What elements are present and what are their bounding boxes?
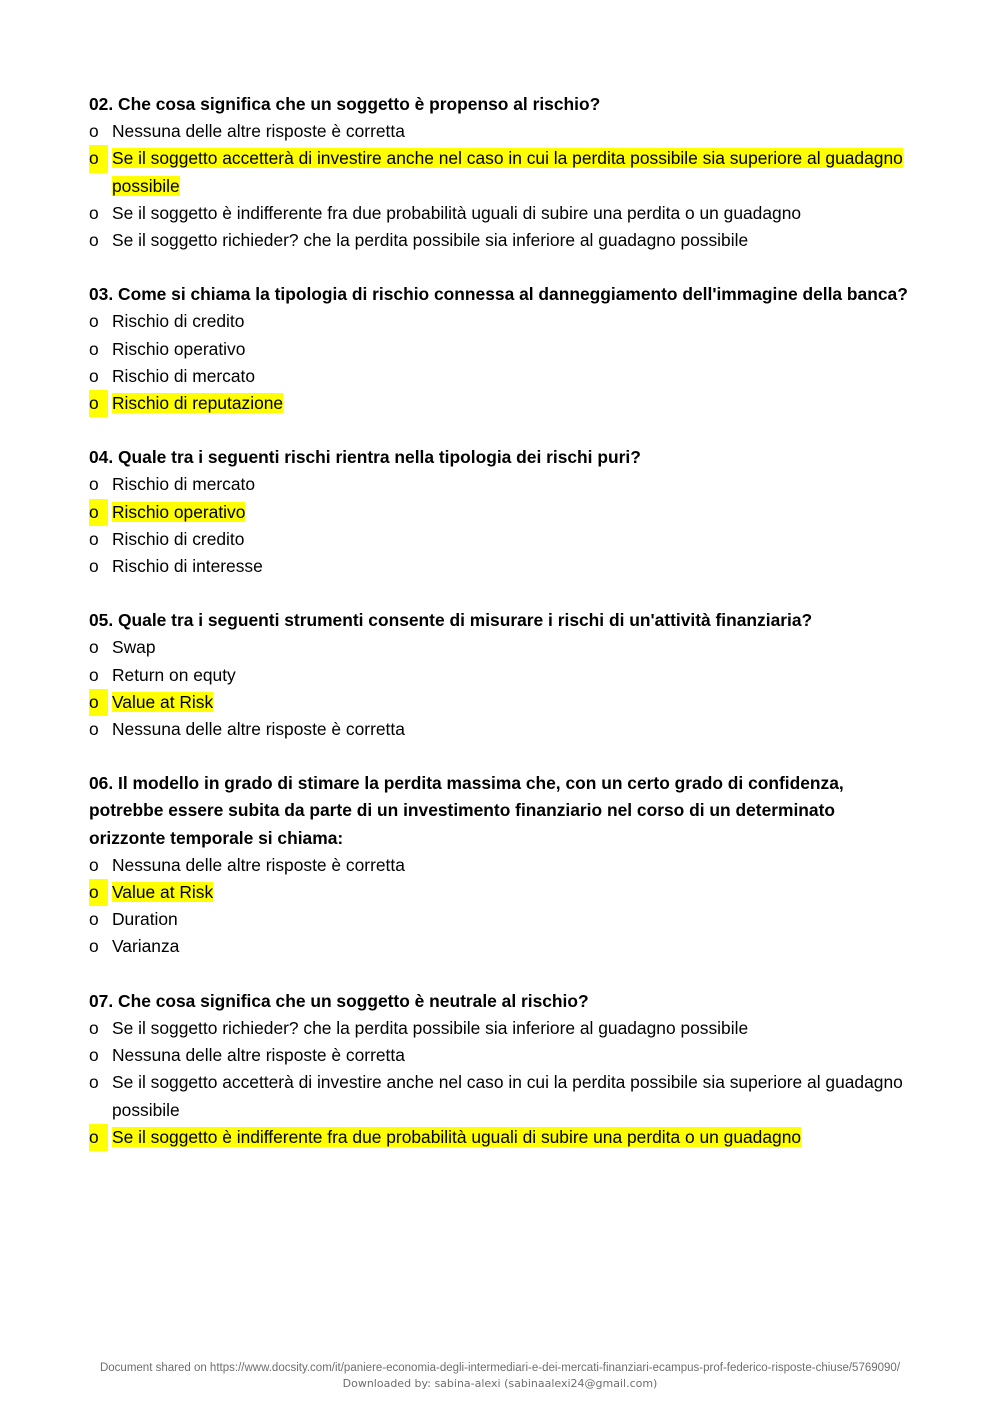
bullet-icon: o <box>89 145 108 172</box>
answer-text: Se il soggetto è indifferente fra due probabilità uguali di subire una perdita o un guadagno <box>112 202 802 223</box>
answer-option <box>89 906 912 933</box>
answer-option <box>89 526 912 553</box>
answer-text: Rischio di credito <box>112 528 245 549</box>
bullet-icon: o <box>89 230 99 251</box>
answer-option-correct <box>89 879 912 906</box>
answer-text: Se il soggetto richieder? che la perdita possibile sia inferiore al guadagno possibile <box>112 230 749 251</box>
answer-option <box>89 662 912 689</box>
answer-option-correct <box>89 499 912 526</box>
answer-text: Rischio di mercato <box>112 365 256 386</box>
question-title: 02. Che cosa significa che un soggetto è propenso al rischio? <box>89 94 601 114</box>
answer-option <box>89 553 912 580</box>
question <box>89 281 912 417</box>
document-body <box>89 91 912 1178</box>
question-title: 07. Che cosa significa che un soggetto è neutrale al rischio? <box>89 990 589 1011</box>
answer-option <box>89 933 912 960</box>
answer-text: Duration <box>112 909 178 930</box>
bullet-icon: o <box>89 719 99 740</box>
bullet-icon: o <box>89 1045 99 1066</box>
question-title: 03. Come si chiama la tipologia di rischio connessa al danneggiamento dell'immagine della banca? <box>89 284 908 305</box>
bullet-icon: o <box>89 474 99 495</box>
bullet-icon: o <box>89 879 108 906</box>
answer-text: Se il soggetto richieder? che la perdita possibile sia inferiore al guadagno possibile <box>112 1017 749 1038</box>
question-title: 04. Quale tra i seguenti rischi rientra nella tipologia dei rischi puri? <box>89 447 641 468</box>
answer-text: Value at Risk <box>112 882 214 903</box>
bullet-icon: o <box>89 936 99 957</box>
answer-option <box>89 118 912 145</box>
answer-text: Value at Risk <box>112 691 214 712</box>
answer-text: Rischio di mercato <box>112 474 256 495</box>
answer-option <box>89 1042 912 1069</box>
bullet-icon: o <box>89 1124 108 1151</box>
answer-text: Se il soggetto accetterà di investire anche nel caso in cui la perdita possibile sia superiore al guadagno possibile <box>112 1072 903 1120</box>
bullet-icon: o <box>89 854 99 875</box>
answer-option-correct <box>89 689 912 716</box>
page-footer <box>0 1361 1000 1391</box>
bullet-icon: o <box>89 499 108 526</box>
answer-option-correct <box>89 145 912 199</box>
answer-text: Nessuna delle altre risposte è corretta <box>112 854 405 875</box>
answer-option-correct <box>89 390 912 417</box>
bullet-icon: o <box>89 556 99 577</box>
question <box>89 770 912 960</box>
bullet-icon: o <box>89 311 99 332</box>
answer-option <box>89 200 912 227</box>
answer-text: Return on equty <box>112 664 236 685</box>
answer-option <box>89 716 912 743</box>
bullet-icon: o <box>89 121 99 142</box>
footer-downloaded-by: Downloaded by: sabina-alexi (sabinaalexi24@gmail.com) <box>342 1377 658 1390</box>
answer-option <box>89 308 912 335</box>
answer-text: Se il soggetto è indifferente fra due probabilità uguali di subire una perdita o un guadagno <box>112 1126 802 1147</box>
question <box>89 988 912 1151</box>
question-title: 06. Il modello in grado di stimare la perdita massima che, con un certo grado di confidenza, potrebbe essere subita da parte di un investimento finanziario nel corso di un determinato orizzonte temporale si chiama: <box>89 773 844 848</box>
bullet-icon: o <box>89 909 99 930</box>
answer-text: Rischio di reputazione <box>112 393 284 414</box>
answer-text: Nessuna delle altre risposte è corretta <box>112 121 405 142</box>
answer-option <box>89 227 912 254</box>
answer-text: Rischio di interesse <box>112 556 263 577</box>
question <box>89 607 912 743</box>
answer-option <box>89 363 912 390</box>
answer-option <box>89 634 912 661</box>
bullet-icon: o <box>89 338 99 359</box>
bullet-icon: o <box>89 689 108 716</box>
bullet-icon: o <box>89 365 99 386</box>
answer-option <box>89 336 912 363</box>
bullet-icon: o <box>89 390 108 417</box>
bullet-icon: o <box>89 1072 99 1093</box>
answer-option <box>89 1015 912 1042</box>
answer-text: Rischio di credito <box>112 311 245 332</box>
answer-text: Nessuna delle altre risposte è corretta <box>112 719 405 740</box>
answer-option <box>89 852 912 879</box>
answer-text: Varianza <box>112 936 180 957</box>
answer-option <box>89 471 912 498</box>
answer-text: Rischio operativo <box>112 501 246 522</box>
bullet-icon: o <box>89 528 99 549</box>
footer-shared-link[interactable]: Document shared on https://www.docsity.com/it/paniere-economia-degli-intermediari-e-dei-mercati-finanziari-ecampus-prof-federico-risposte-chiuse/5769090/ <box>99 1362 901 1374</box>
bullet-icon: o <box>89 202 99 223</box>
bullet-icon: o <box>89 637 99 658</box>
answer-text: Se il soggetto accetterà di investire anche nel caso in cui la perdita possibile sia superiore al guadagno possibile <box>112 148 903 196</box>
question <box>89 91 912 254</box>
answer-text: Nessuna delle altre risposte è corretta <box>112 1045 405 1066</box>
answer-option <box>89 1069 912 1123</box>
question-title: 05. Quale tra i seguenti strumenti consente di misurare i rischi di un'attività finanziaria? <box>89 610 813 631</box>
question <box>89 444 912 580</box>
answer-text: Swap <box>112 637 156 658</box>
answer-option-correct <box>89 1124 912 1151</box>
bullet-icon: o <box>89 1017 99 1038</box>
answer-text: Rischio operativo <box>112 338 246 359</box>
bullet-icon: o <box>89 664 99 685</box>
